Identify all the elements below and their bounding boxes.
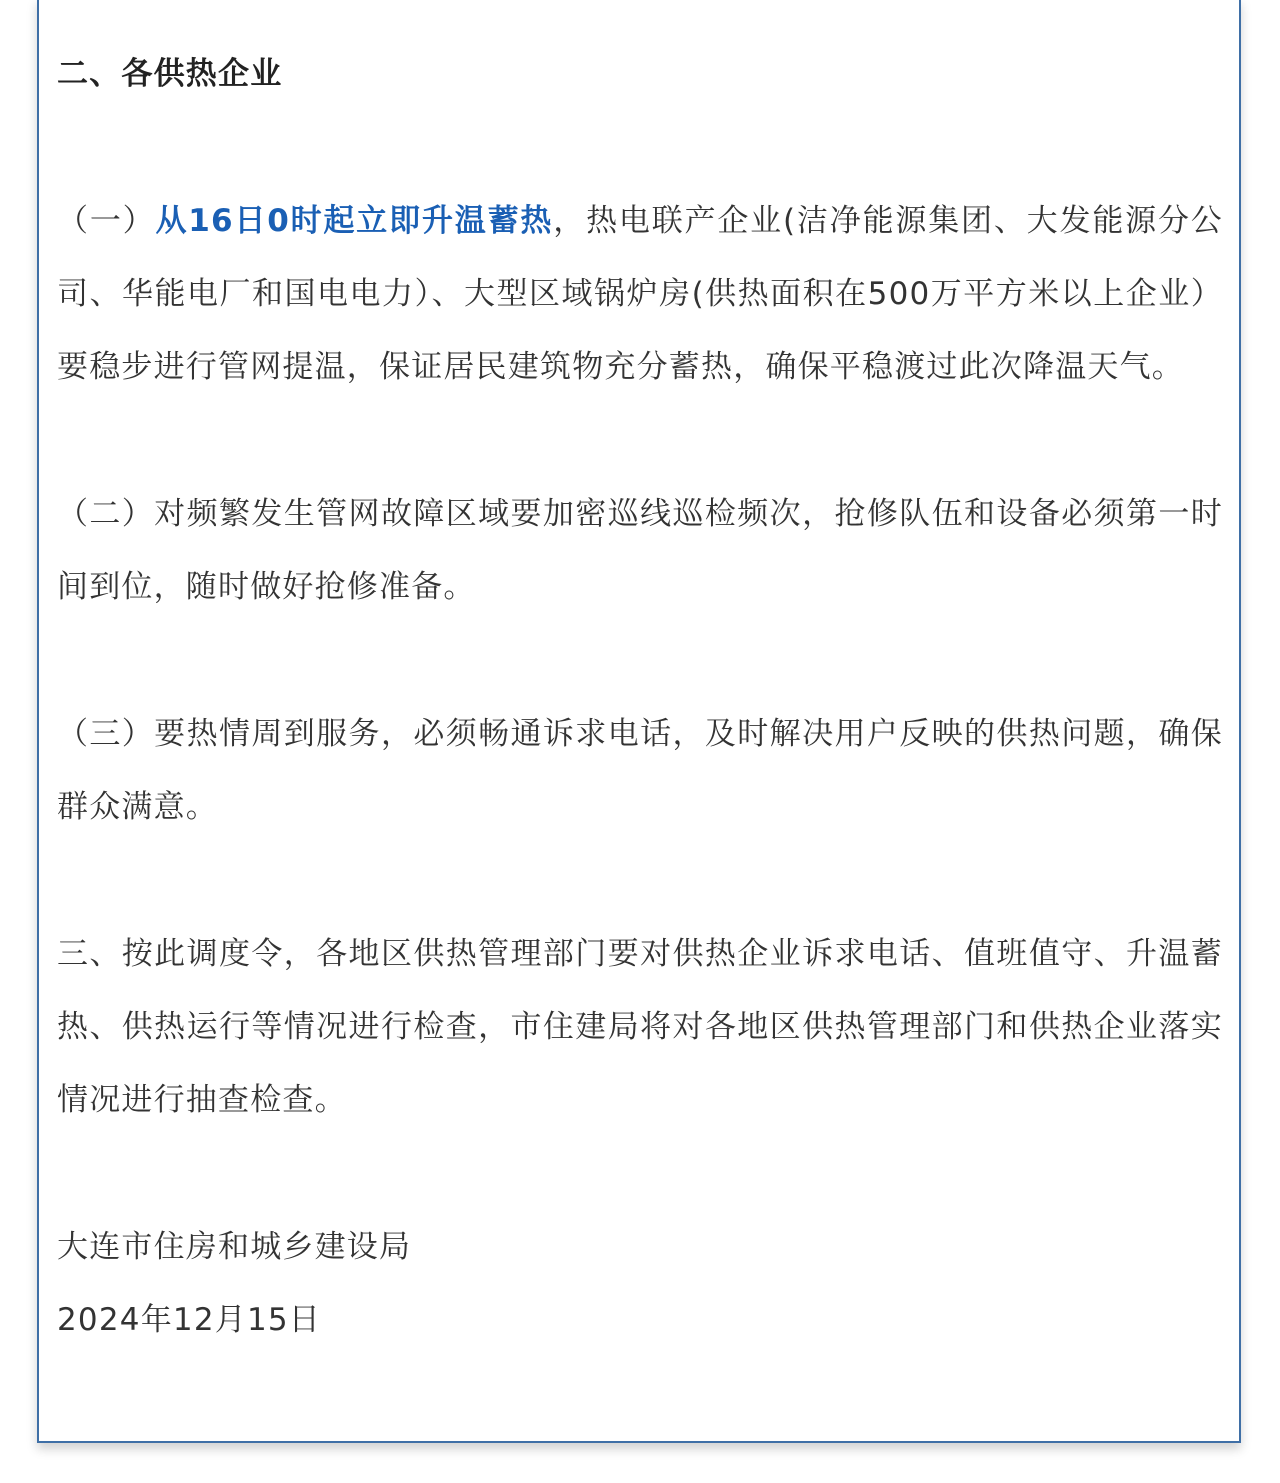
paragraph-gap bbox=[57, 404, 1223, 478]
paragraph-item-1 bbox=[57, 185, 1223, 404]
signature-date: 2024年12月15日 bbox=[57, 1302, 321, 1338]
item-1-body: ，热电联产企业(洁净能源集团、大发能源分公司、华能电厂和国电电力）、大型区域锅炉房(供热面积在500万平方米以上企业）要稳步进行管网提温，保证居民建筑物充分蓄热，确保平稳渡过此次降温天气。 bbox=[57, 203, 1223, 385]
item-1-highlight: 从16日0时起立即升温蓄热 bbox=[155, 203, 554, 239]
signature-issuer: 大连市住房和城乡建设局 bbox=[57, 1229, 412, 1265]
paragraph-item-3: （三）要热情周到服务，必须畅通诉求电话，及时解决用户反映的供热问题，确保群众满意。 bbox=[57, 716, 1223, 825]
paragraph-gap bbox=[57, 624, 1223, 698]
paragraph-gap bbox=[57, 111, 1223, 185]
document-body bbox=[57, 38, 1223, 1357]
section-heading: 二、各供热企业 bbox=[57, 56, 283, 92]
item-1-prefix: （一） bbox=[57, 203, 156, 239]
paragraph-gap bbox=[57, 1137, 1223, 1211]
paragraph-item-2: （二）对频繁发生管网故障区域要加密巡线巡检频次，抢修队伍和设备必须第一时间到位，随时做好抢修准备。 bbox=[57, 496, 1223, 605]
paragraph-gap bbox=[57, 844, 1223, 918]
paragraph-section-3: 三、按此调度令，各地区供热管理部门要对供热企业诉求电话、值班值守、升温蓄热、供热运行等情况进行检查，市住建局将对各地区供热管理部门和供热企业落实情况进行抽查检查。 bbox=[57, 936, 1223, 1118]
